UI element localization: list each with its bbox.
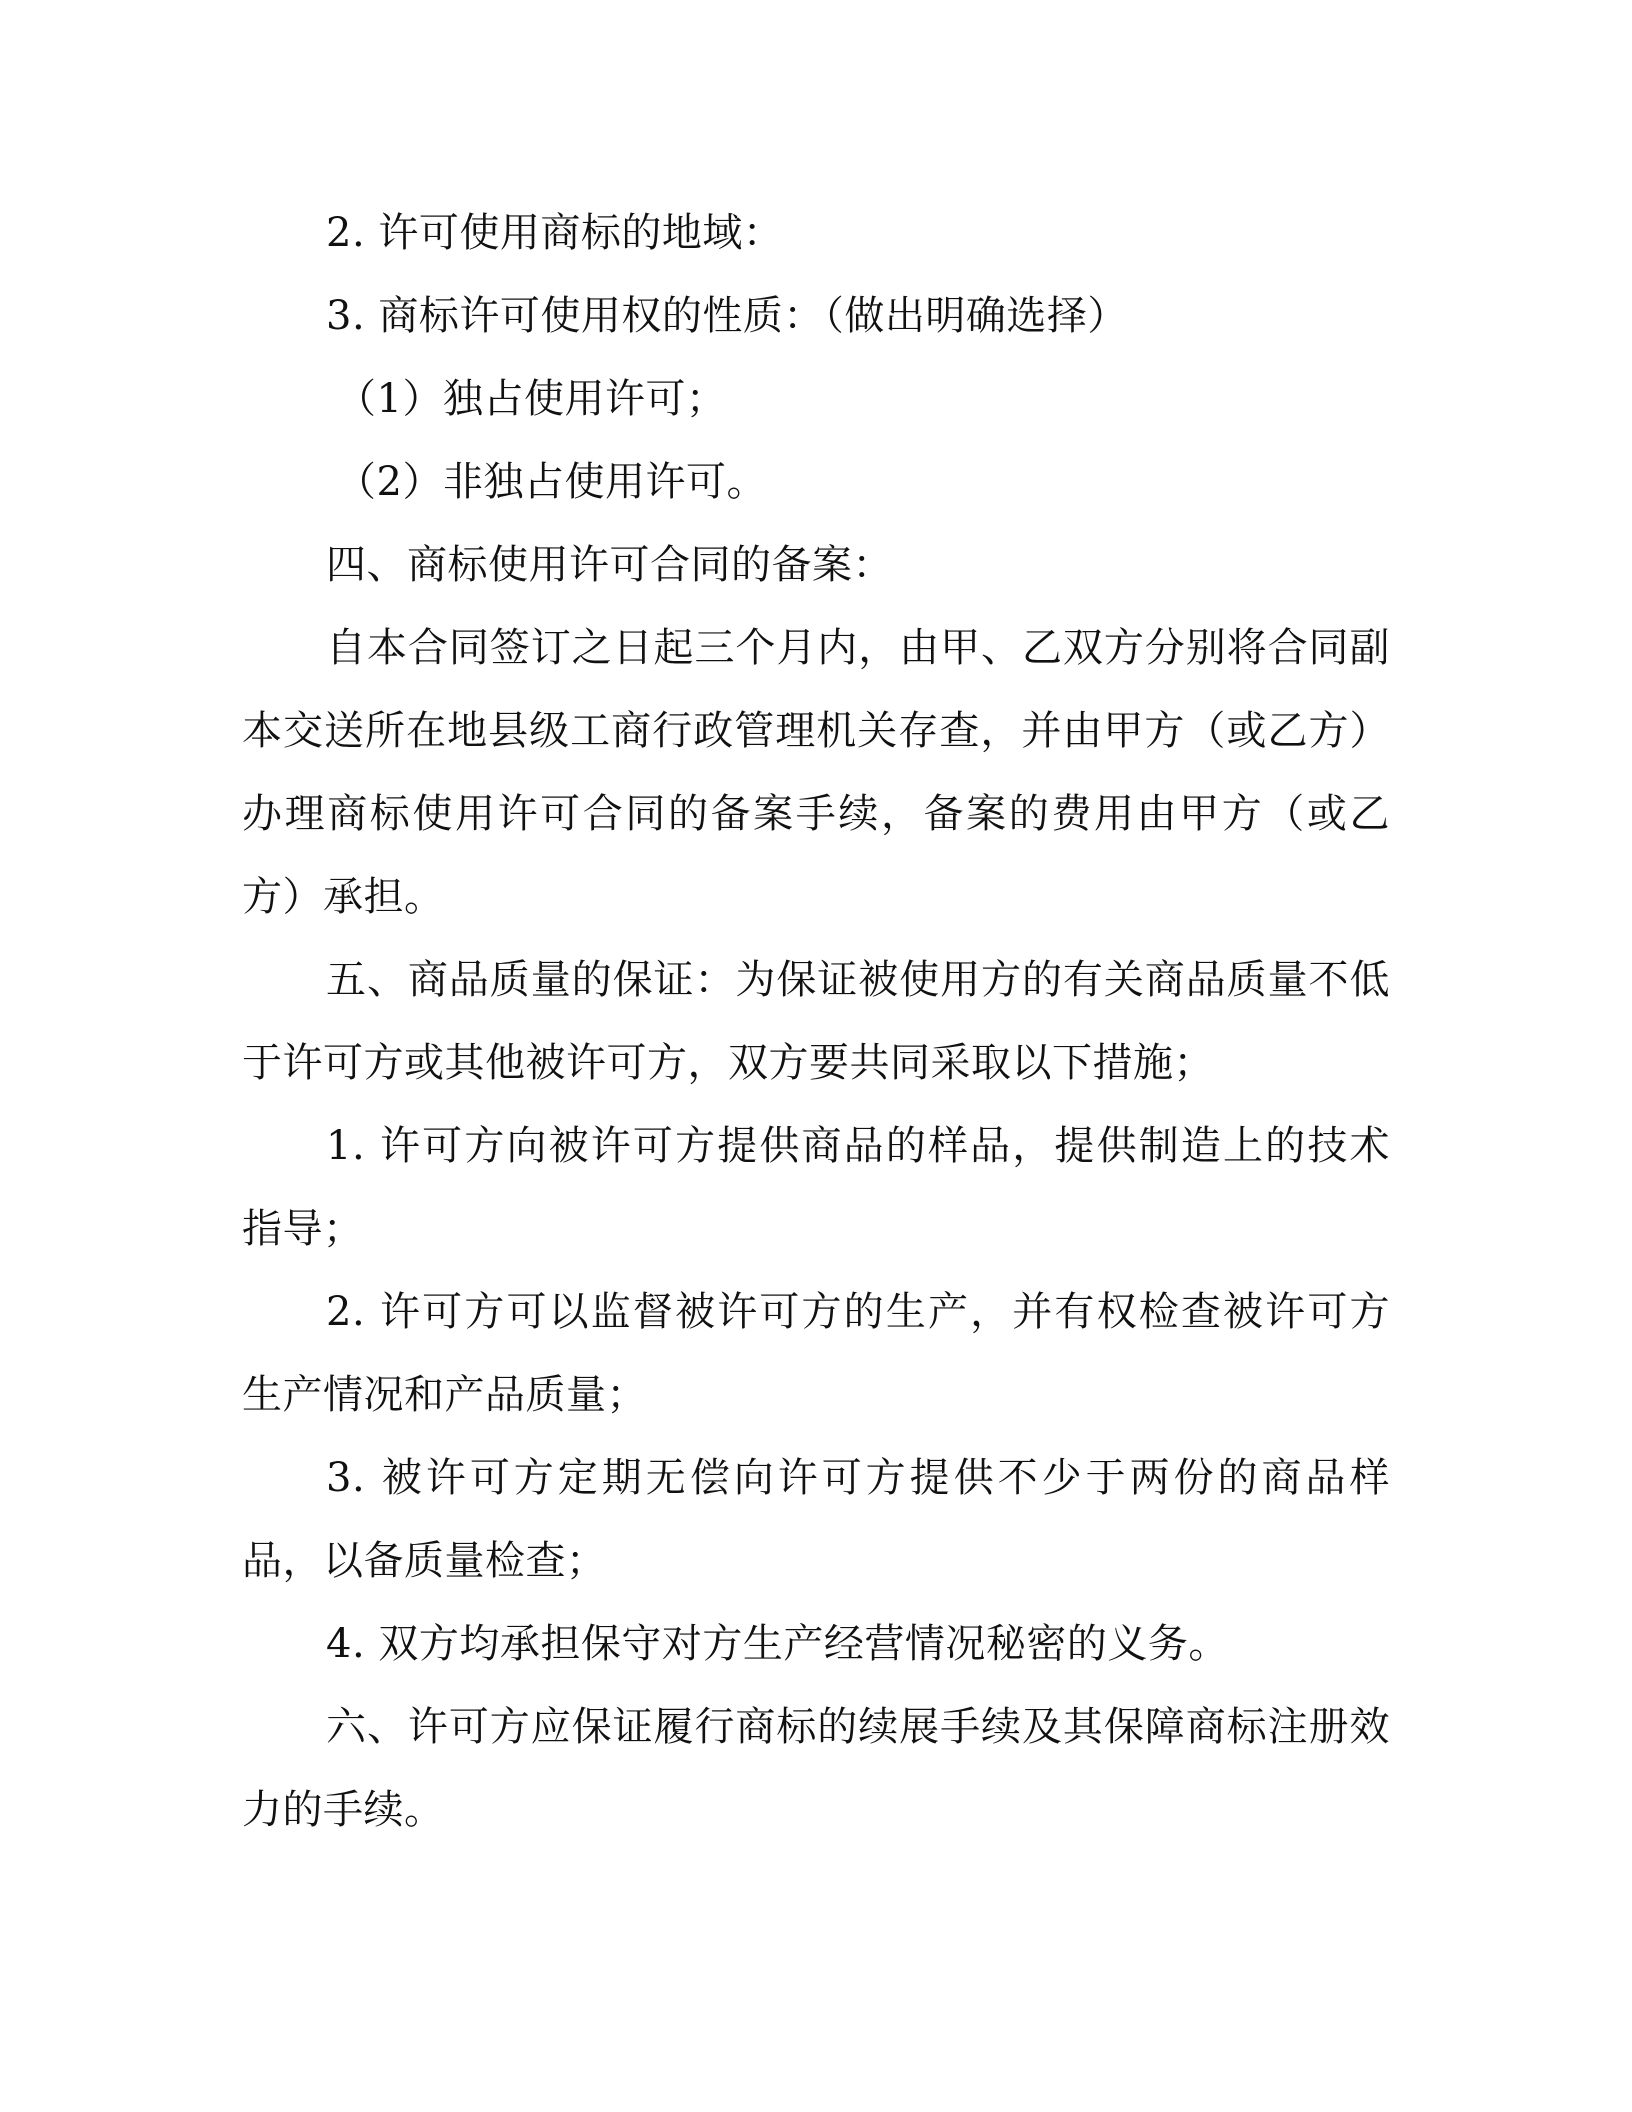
paragraph-quality-item-2: 2. 许可方可以监督被许可方的生产，并有权检查被许可方生产情况和产品质量； — [242, 1289, 1390, 1418]
document-body — [242, 192, 1390, 1852]
paragraph-quality-item-3: 3. 被许可方定期无偿向许可方提供不少于两份的商品样品，以备质量检查； — [242, 1455, 1390, 1584]
paragraph-filing-details: 自本合同签订之日起三个月内，由甲、乙双方分别将合同副本交送所在地县级工商行政管理机关存查，并由甲方（或乙方）办理商标使用许可合同的备案手续，备案的费用由甲方（或乙方）承担。 — [242, 625, 1390, 920]
paragraph-license-nature: 3. 商标许可使用权的性质：（做出明确选择） — [326, 293, 1128, 339]
section-heading-renewal: 六、许可方应保证履行商标的续展手续及其保障商标注册效力的手续。 — [242, 1704, 1390, 1833]
section-heading-filing: 四、商标使用许可合同的备案： — [326, 542, 893, 588]
paragraph-quality-item-1: 1. 许可方向被许可方提供商品的样品，提供制造上的技术指导； — [242, 1123, 1390, 1252]
paragraph-option-non-exclusive: （2）非独占使用许可。 — [336, 459, 767, 505]
paragraph-option-exclusive: （1）独占使用许可； — [336, 376, 727, 422]
section-heading-quality: 五、商品质量的保证：为保证被使用方的有关商品质量不低于许可方或其他被许可方，双方要共同采取以下措施； — [242, 957, 1390, 1086]
paragraph-quality-item-4: 4. 双方均承担保守对方生产经营情况秘密的义务。 — [326, 1621, 1229, 1667]
paragraph-license-region: 2. 许可使用商标的地域： — [326, 210, 784, 256]
